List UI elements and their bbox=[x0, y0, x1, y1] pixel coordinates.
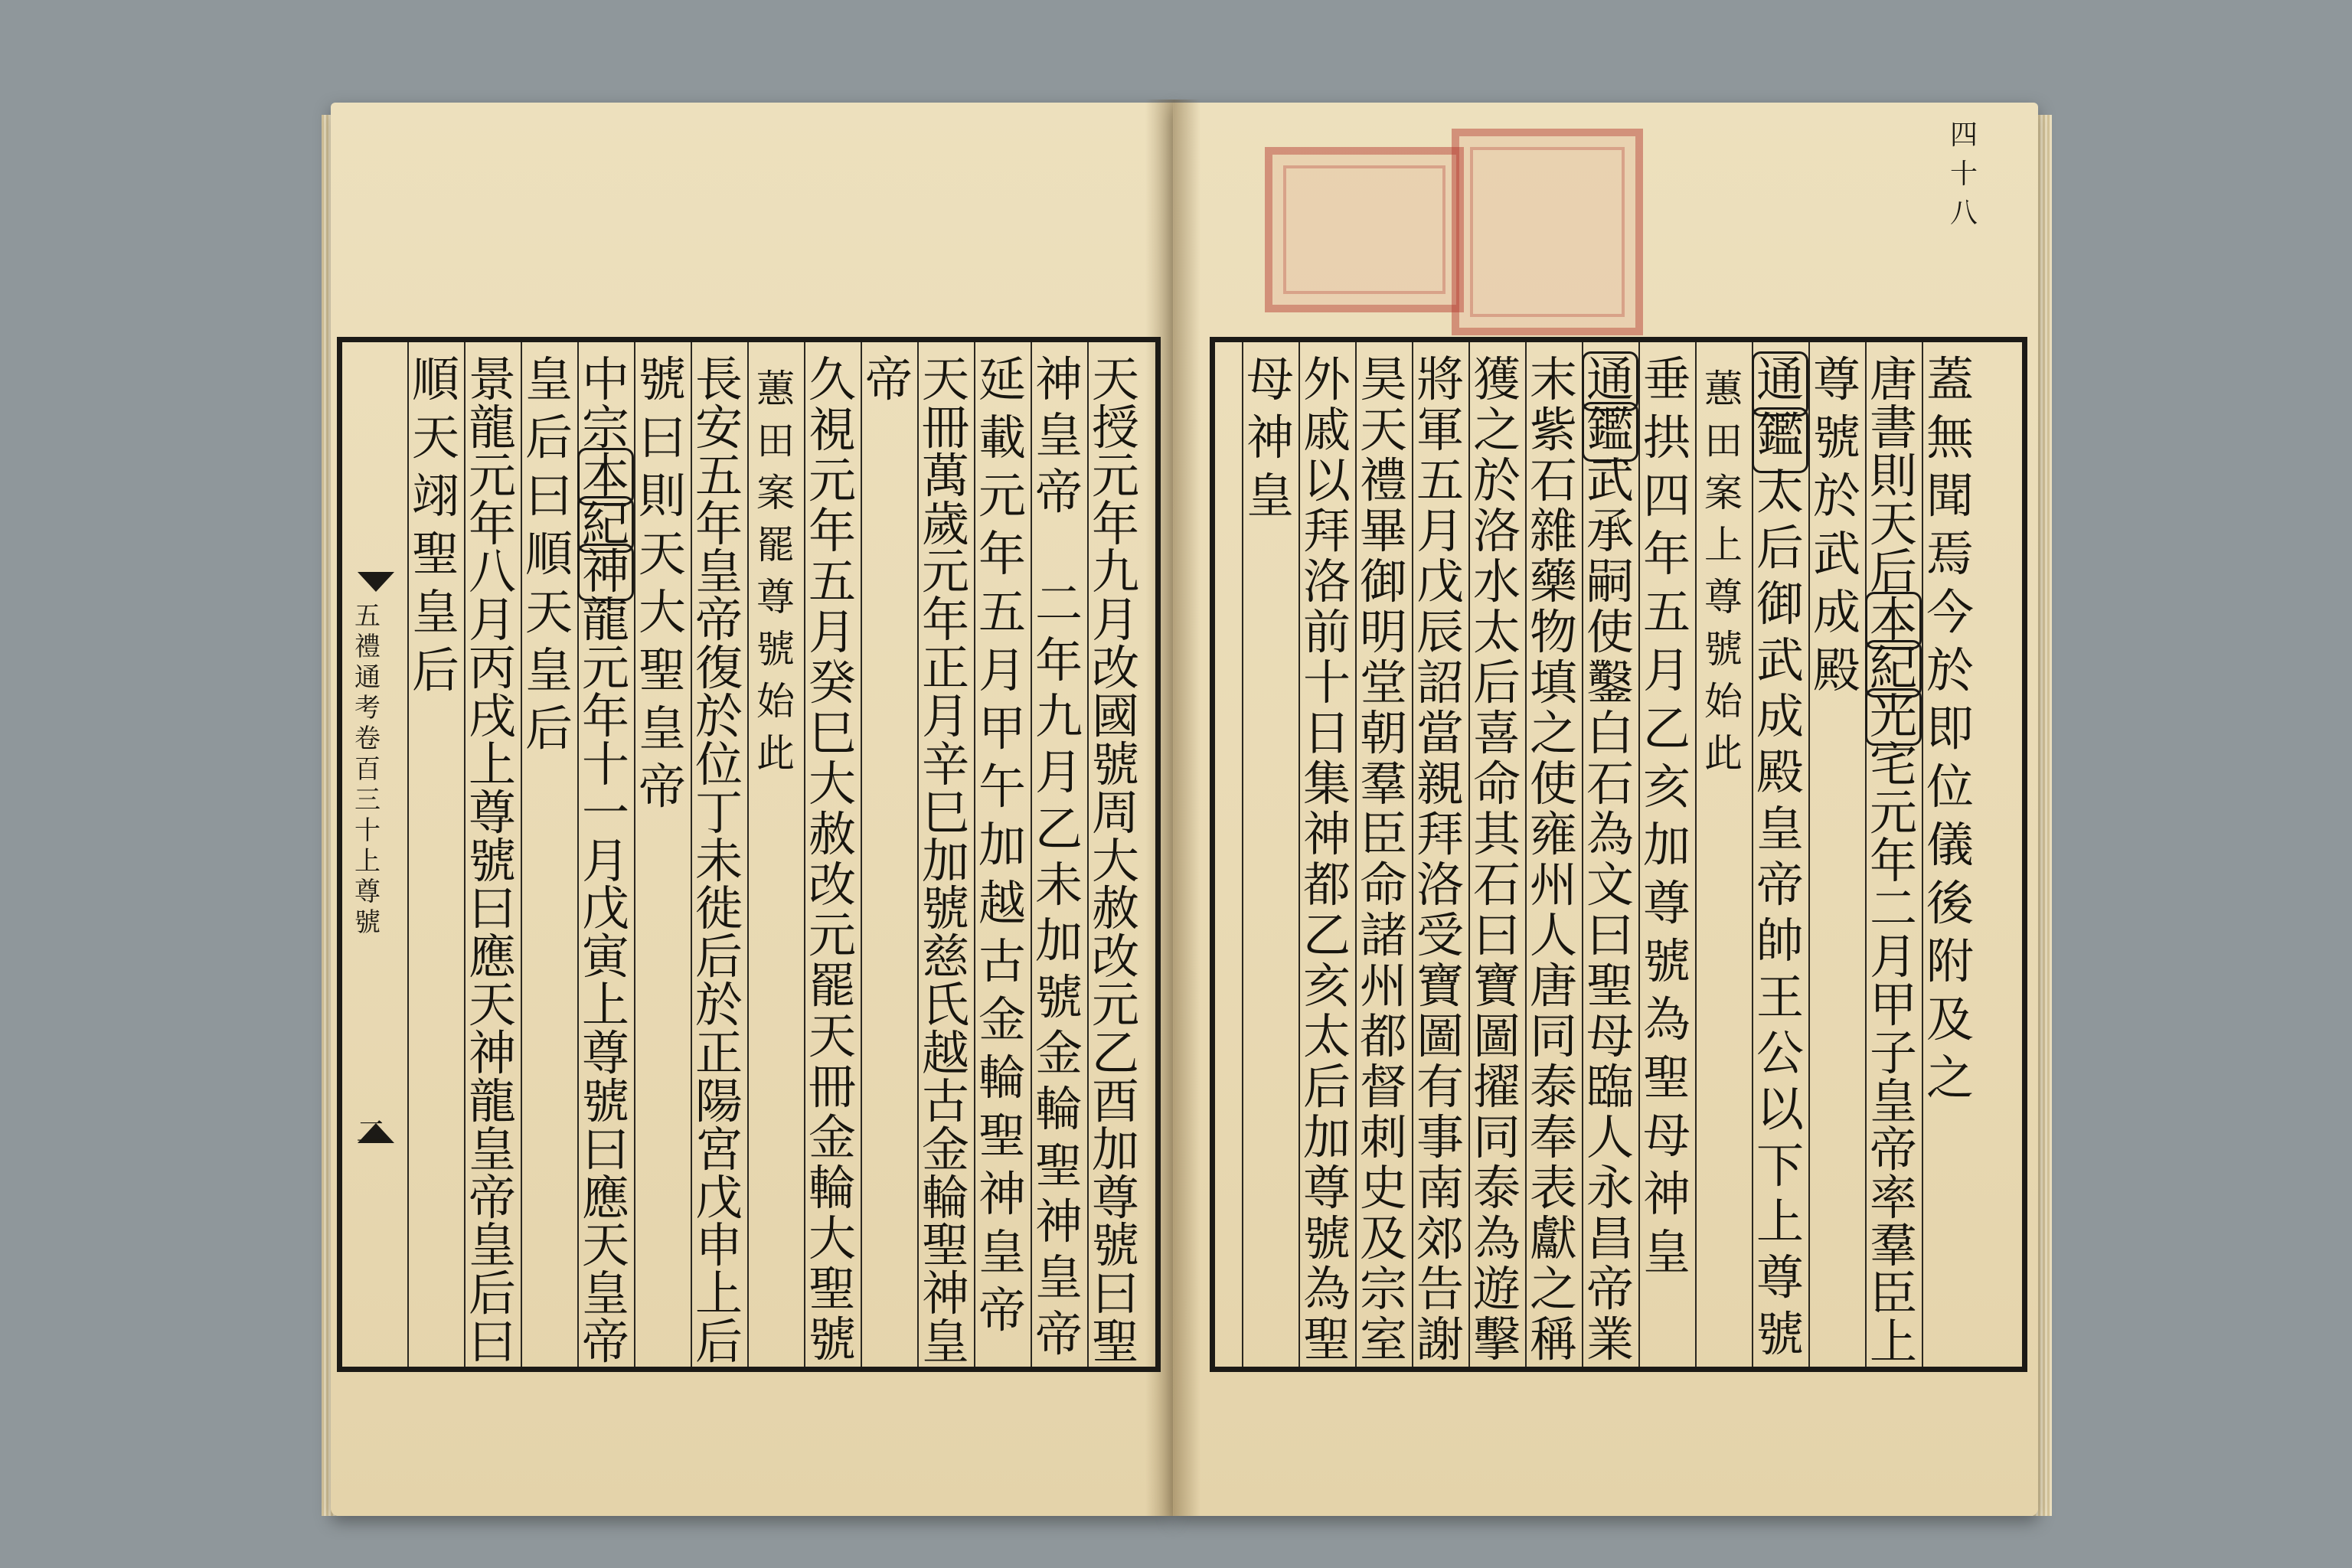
banxin-title: 五 禮 通 考 卷 百 三 十 上 尊 號 bbox=[354, 601, 381, 938]
seal-stamp bbox=[1452, 129, 1643, 335]
right-text-frame bbox=[1210, 337, 2027, 1372]
text-column: 外 戚 以 拜 洛 前 十 日 集 神 都 乙 亥 太 后 加 尊 號 為 聖 bbox=[1302, 351, 1351, 1367]
text-column: 久 視 元 年 五 月 癸 巳 大 赦 改 元 罷 天 冊 金 輪 大 聖 號 bbox=[808, 351, 856, 1367]
text-column: 昊 天 禮 畢 御 明 堂 朝 羣 臣 命 諸 州 都 督 刺 史 及 宗 室 bbox=[1359, 351, 1407, 1367]
text-column: 天 冊 萬 歲 元 年 正 月 辛 巳 加 號 慈 氏 越 古 金 輪 聖 神 皇 bbox=[921, 351, 969, 1370]
page-number: 二 bbox=[356, 1115, 387, 1150]
text-column: 號 曰 則 天 大 聖 皇 帝 bbox=[638, 351, 686, 815]
text-column: 垂 拱 四 年 五 月 乙 亥 加 尊 號 為 聖 母 神 皇 bbox=[1642, 351, 1690, 1280]
text-column: 天 授 元 年 九 月 改 國 號 周 大 赦 改 元 乙 酉 加 尊 號 曰 聖 bbox=[1091, 351, 1139, 1370]
text-column: 獲 之 於 洛 水 太 后 喜 命 其 石 曰 寶 圖 擢 同 泰 為 遊 擊 bbox=[1472, 351, 1521, 1367]
text-column: 神 皇 帝 二 年 九 月 乙 未 加 號 金 輪 聖 神 皇 帝 bbox=[1034, 351, 1083, 1362]
text-column: 蕙 田 案 罷 尊 號 始 此 bbox=[756, 367, 795, 776]
text-column: 末 紫 石 雜 藥 物 填 之 使 雍 州 人 唐 同 泰 奉 表 獻 之 稱 bbox=[1529, 351, 1577, 1367]
text-column: 皇 后 曰 順 天 皇 后 bbox=[524, 351, 573, 756]
text-column: 景 龍 元 年 八 月 丙 戌 上 尊 號 曰 應 天 神 龍 皇 帝 皇 后 曰 bbox=[468, 351, 516, 1370]
fishtail-mark bbox=[358, 572, 394, 592]
text-column: 唐 書 則 天 后 本 紀 光 宅 元 年 二 月 甲 子 皇 帝 率 羣 臣 上 bbox=[1869, 351, 1917, 1370]
seal-stamp bbox=[1265, 147, 1464, 312]
text-column: 帝 bbox=[864, 351, 913, 407]
text-column: 蕙 田 案 上 尊 號 始 此 bbox=[1704, 367, 1743, 776]
text-column: 通 鑑 武 承 嗣 使 鑿 白 石 為 文 曰 聖 母 臨 人 永 昌 帝 業 bbox=[1586, 351, 1634, 1367]
text-column: 將 軍 五 月 戊 辰 詔 當 親 拜 洛 受 寶 圖 有 事 南 郊 告 謝 bbox=[1416, 351, 1464, 1367]
text-column: 中 宗 本 紀 神 龍 元 年 十 一 月 戊 寅 上 尊 號 曰 應 天 皇 帝 bbox=[581, 351, 629, 1370]
text-column: 通 鑑 太 后 御 武 成 殿 皇 帝 帥 王 公 以 下 上 尊 號 bbox=[1756, 351, 1804, 1362]
text-column: 尊 號 於 武 成 殿 bbox=[1812, 351, 1860, 698]
text-column: 延 載 元 年 五 月 甲 午 加 越 古 金 輪 聖 神 皇 帝 bbox=[978, 351, 1026, 1338]
left-text-frame bbox=[337, 337, 1161, 1372]
text-column: 長 安 五 年 皇 帝 復 於 位 丁 未 徙 后 於 正 陽 宮 戊 申 上 后 bbox=[694, 351, 743, 1370]
text-column: 蓋 無 聞 焉 今 於 即 位 儀 後 附 及 之 bbox=[1926, 351, 1974, 1106]
text-column: 母 神 皇 bbox=[1246, 351, 1294, 524]
right-volume-number: 四十八 bbox=[1949, 119, 1978, 229]
text-column: 順 天 翊 聖 皇 后 bbox=[411, 351, 459, 698]
